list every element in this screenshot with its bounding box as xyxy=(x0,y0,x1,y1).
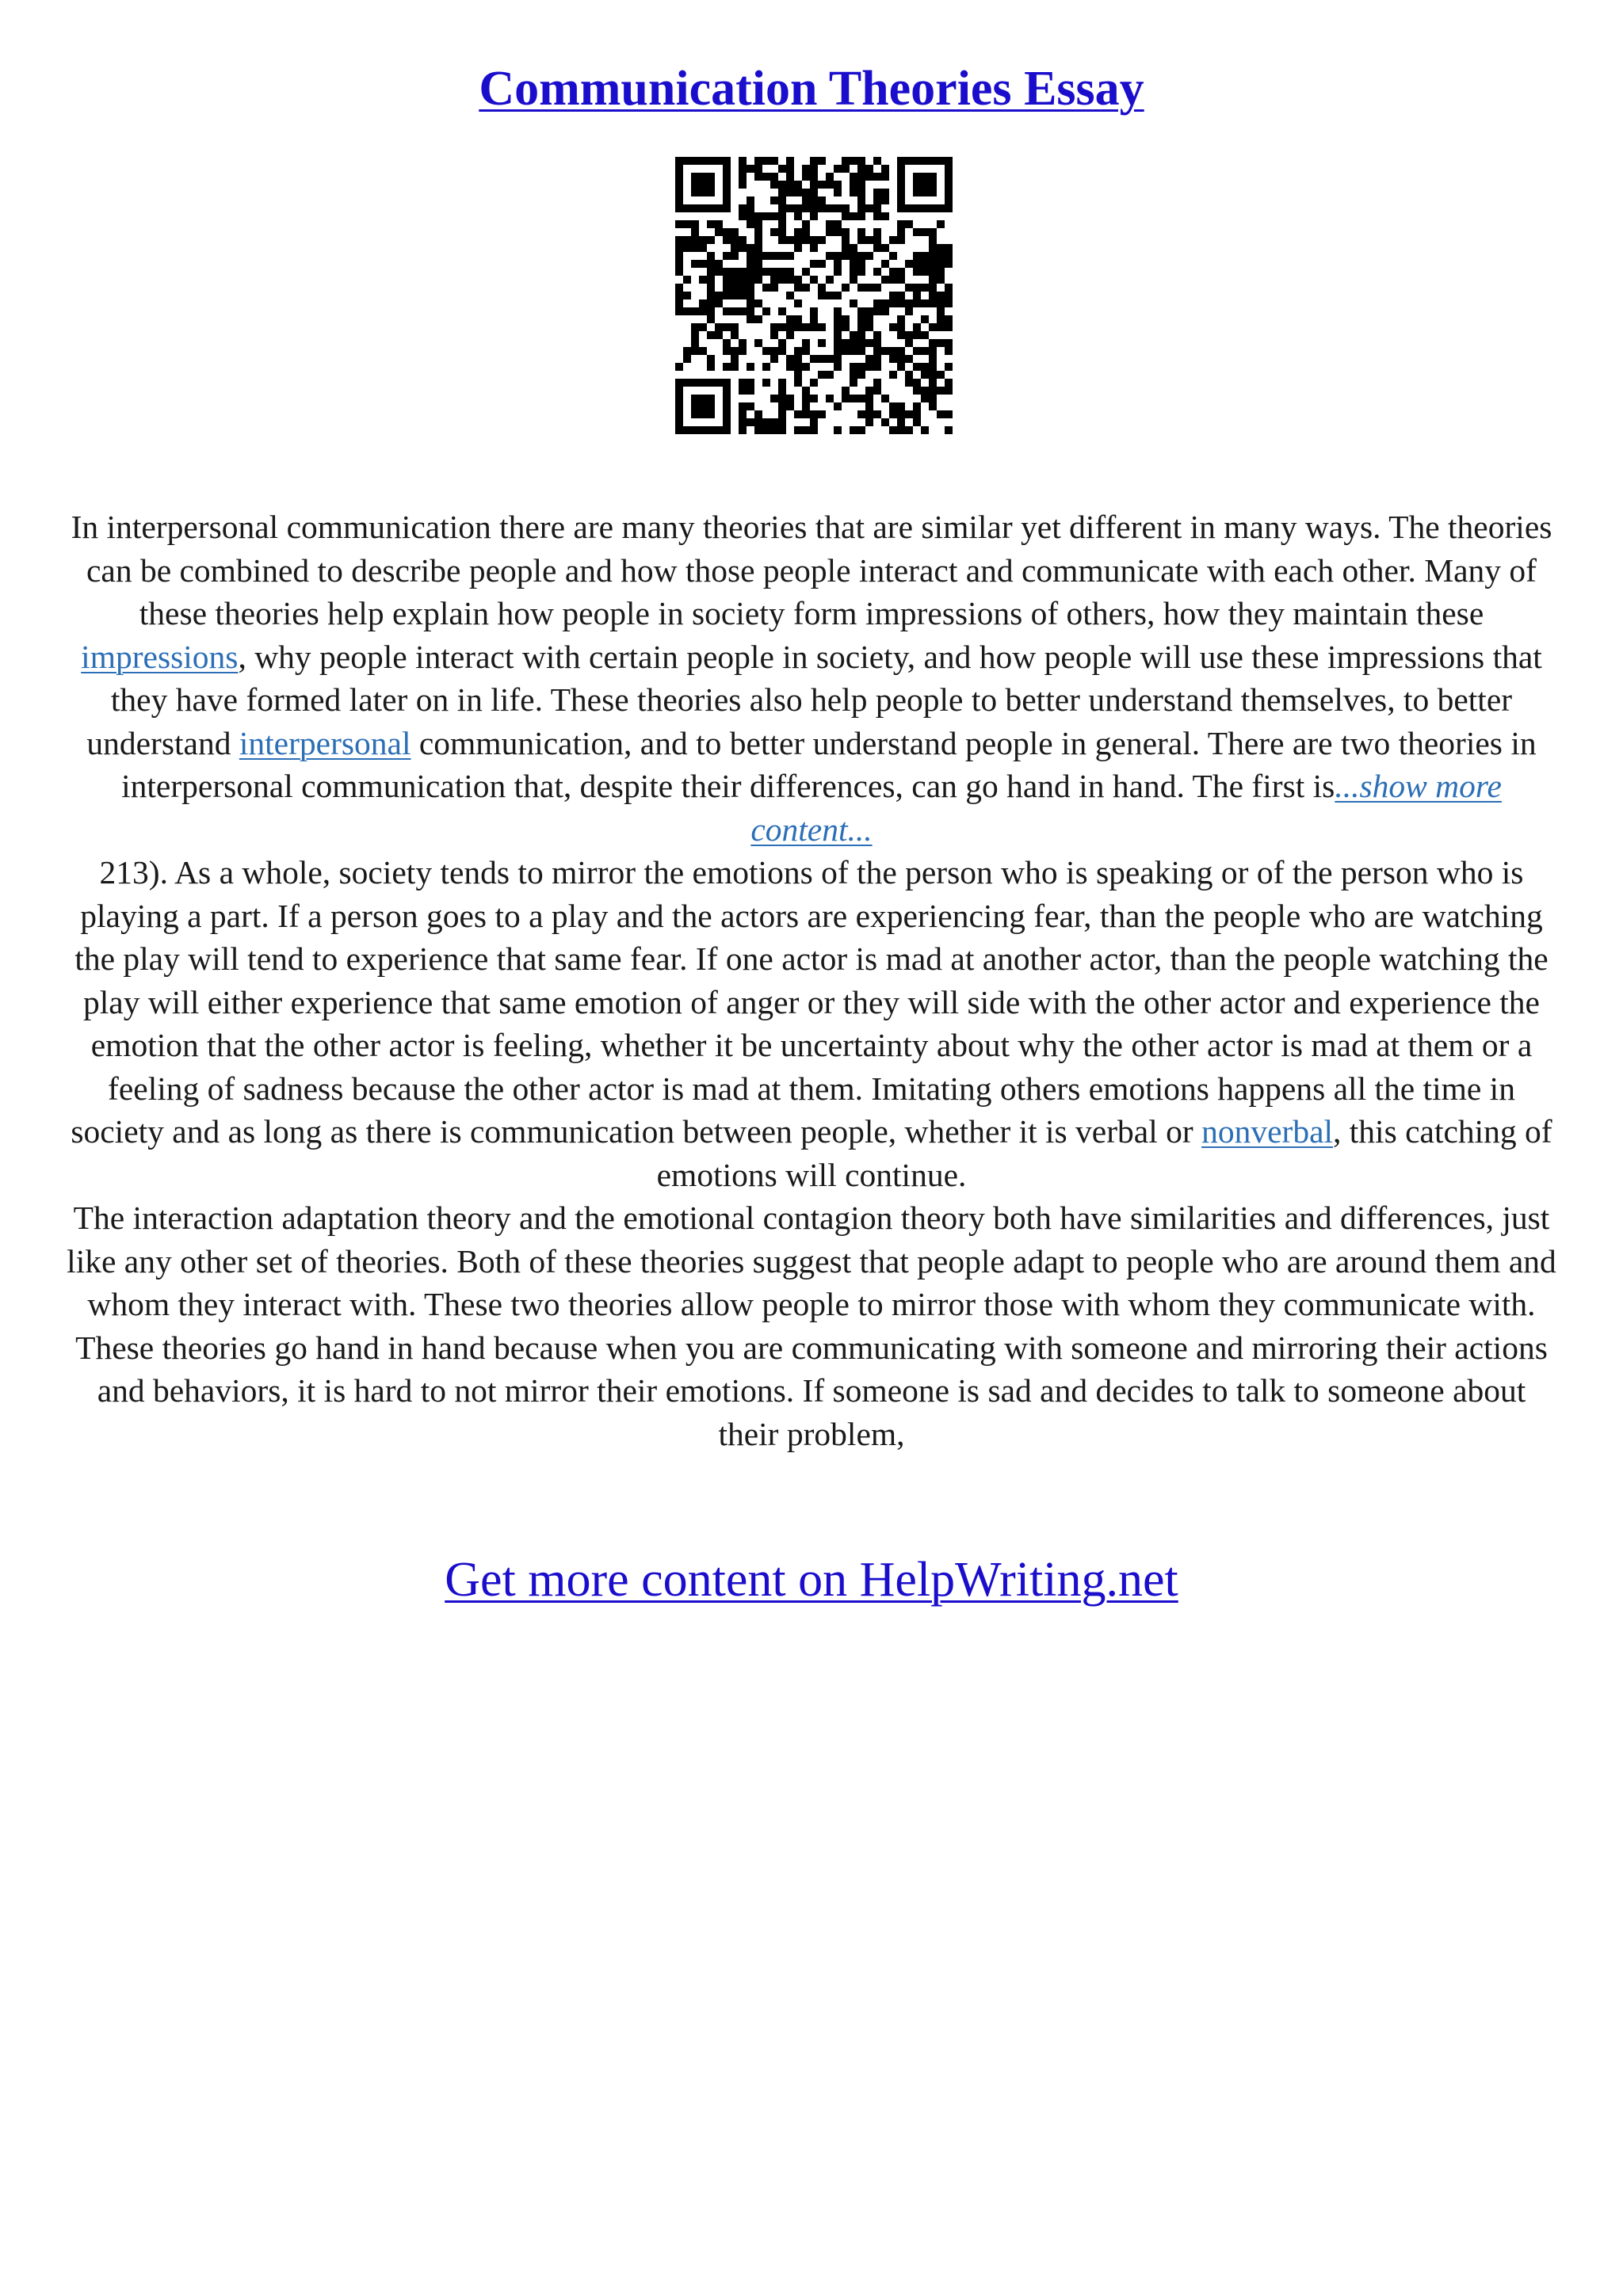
title-link[interactable]: Communication Theories Essay xyxy=(479,62,1144,116)
paragraph-2-text-a: 213). As a whole, society tends to mirror the emotions of the person who is speaking or of the person who is playing a part. If a person goes to a play and the actors are experiencing fear, than the people who are watching the play will tend to experience that same fear. If one actor is mad at another actor, than the people watching the play will either experience that same emotion of anger or they will side with the other actor and experience the emotion that the other actor is feeling, whether it be uncertainty about why the other actor is mad at them or a feeling of sadness because the other actor is mad at them. Imitating others emotions happens all the time in society and as long as there is communication between people, whether it is verbal or xyxy=(71,854,1549,1150)
impressions-link[interactable]: impressions xyxy=(81,638,239,675)
paragraph-1-text-a: In interpersonal communication there are many theories that are similar yet different in many ways. The theories can be combined to describe people and how those people interact and communicate with each other. Many of these theories help explain how people in society form impressions of others, how they maintain these xyxy=(71,509,1552,631)
paragraph-3-text: The interaction adaptation theory and the emotional contagion theory both have similarities and differences, just like any other set of theories. Both of these theories suggest that people adapt to people who are around them and whom they interact with. These two theories allow people to mirror those with whom they communicate with. These theories go hand in hand because when you are communicating with someone and mirroring their actions and behaviors, it is hard to not mirror their emotions. If someone is sad and decides to talk to someone about their problem, xyxy=(67,1199,1556,1452)
qr-code-graphic xyxy=(675,157,953,434)
paragraph-2 xyxy=(63,851,1560,1196)
paragraph-1 xyxy=(63,505,1560,851)
paragraph-1-text-b: , why people interact with certain people in society, and how people will use these impressions that they have formed later on in life. These theories also help people to better understand themselves, to better understand xyxy=(86,638,1542,761)
paragraph-2-text-b: , this catching of emotions will continue. xyxy=(656,1113,1552,1193)
essay-body xyxy=(63,505,1560,1455)
qr-code-icon xyxy=(675,157,953,434)
document-title xyxy=(0,57,1623,120)
show-more-content-link[interactable]: ...show more content... xyxy=(750,768,1502,848)
footer xyxy=(0,1548,1623,1611)
paragraph-1-text-c: communication, and to better understand people in general. There are two theories in interpersonal communication that, despite their differences, can go hand in hand. The first is xyxy=(121,724,1537,804)
paragraph-3 xyxy=(63,1196,1560,1455)
helpwriting-link[interactable]: Get more content on HelpWriting.net xyxy=(445,1553,1178,1607)
interpersonal-link[interactable]: interpersonal xyxy=(239,724,411,761)
nonverbal-link[interactable]: nonverbal xyxy=(1201,1113,1334,1150)
